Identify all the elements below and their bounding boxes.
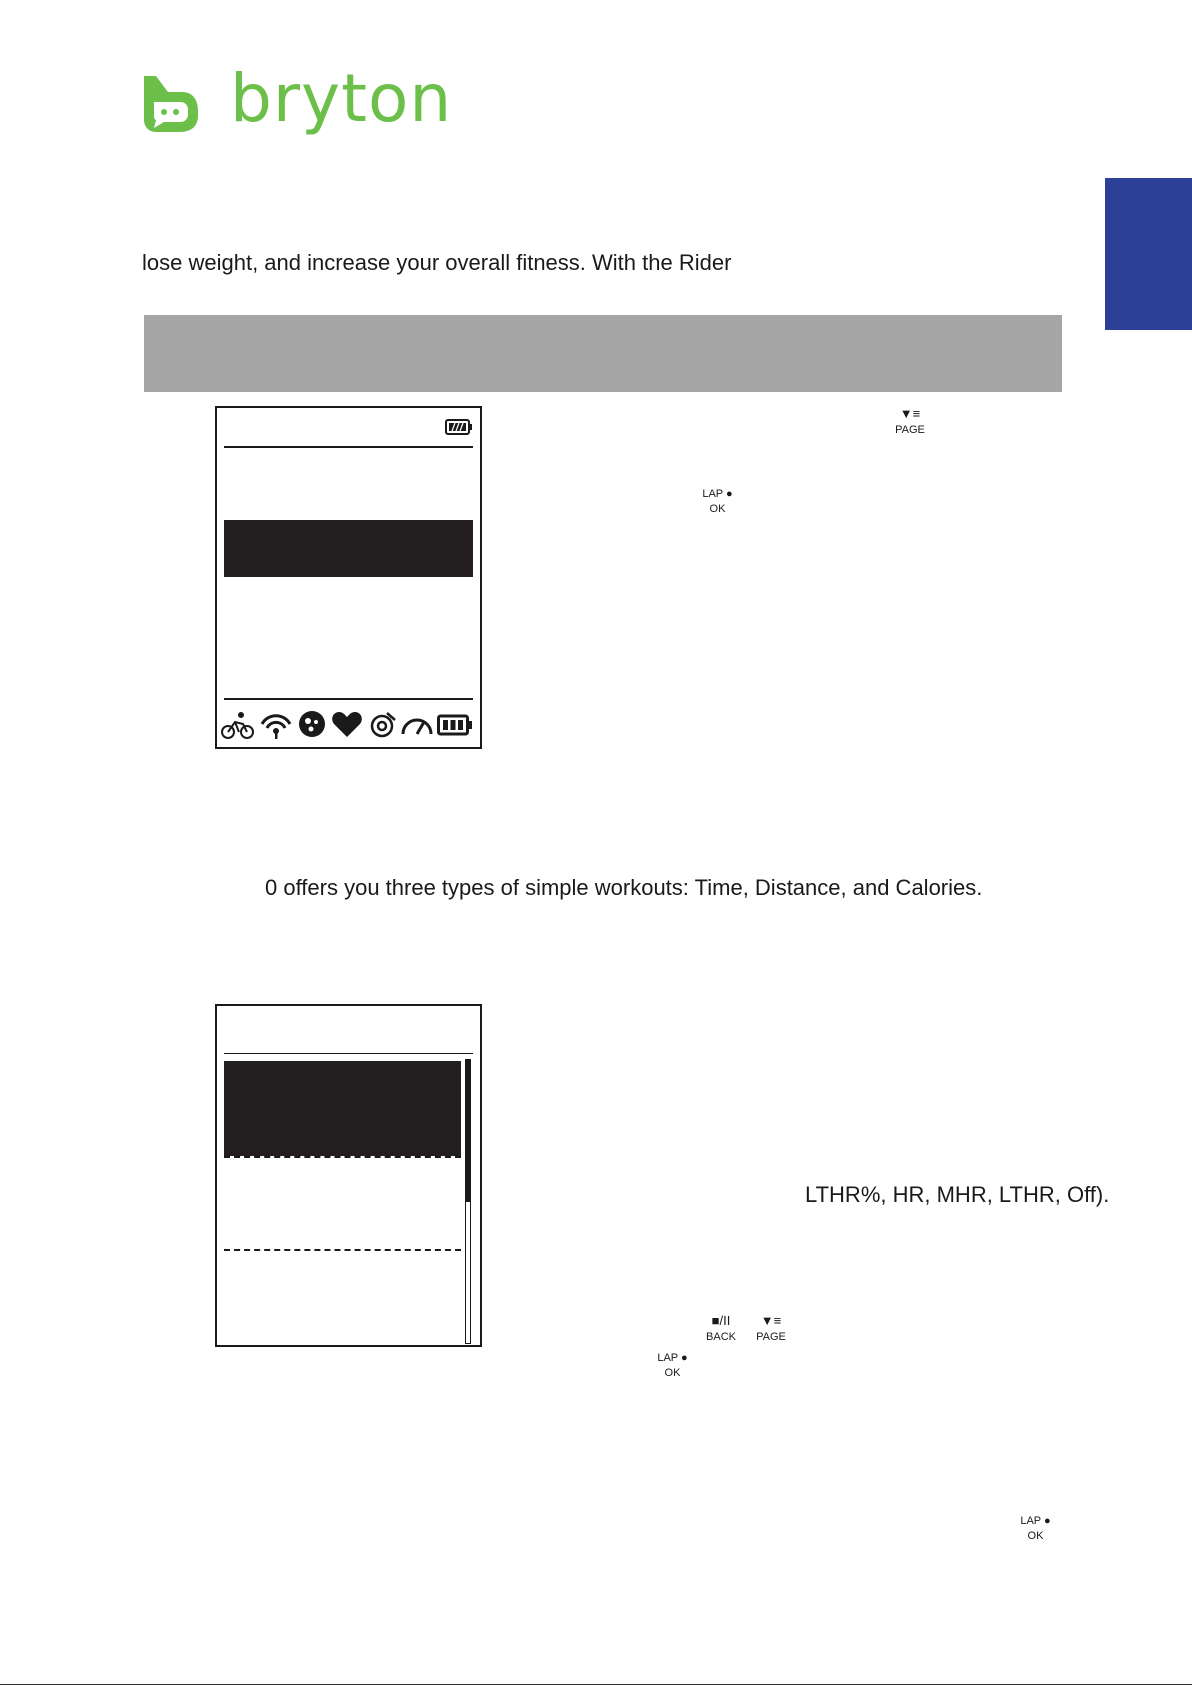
lap-ok-button-icon: LAP ●: [1020, 1515, 1051, 1527]
device-screen-2: [215, 1004, 482, 1347]
lap-ok-button-label: OK: [709, 502, 726, 515]
lap-ok-button[interactable]: [1013, 1514, 1058, 1544]
battery-icon: [445, 418, 473, 436]
back-button-label: BACK: [706, 1330, 736, 1343]
selected-menu-row[interactable]: [224, 520, 473, 577]
workouts-text: 0 offers you three types of simple workouts: Time, Distance, and Calories.: [265, 875, 983, 900]
section-heading-bar: [144, 315, 1062, 392]
screen-divider: [224, 698, 473, 700]
lap-ok-button-label: OK: [664, 1366, 681, 1379]
lap-ok-button-icon: LAP ●: [657, 1352, 688, 1364]
device-screen-1: [215, 406, 482, 749]
page-button[interactable]: [751, 1312, 791, 1344]
back-button[interactable]: [700, 1312, 742, 1344]
selected-menu-row[interactable]: [224, 1061, 461, 1156]
logo-wordmark: bryton: [230, 60, 453, 137]
speed-sensor-icon: [367, 710, 397, 740]
intro-text: lose weight, and increase your overall fitness. With the Rider: [142, 250, 732, 275]
bryton-logo-icon: [140, 72, 202, 134]
screen-divider: [224, 446, 473, 448]
page-button-icon: ▼≡: [760, 1313, 782, 1328]
hr-options-text: LTHR%, HR, MHR, LTHR, Off).: [805, 1182, 1110, 1207]
page-button[interactable]: [890, 405, 930, 437]
scrollbar-track[interactable]: [465, 1059, 471, 1344]
power-meter-icon: [400, 712, 434, 736]
section-tab: [1105, 178, 1192, 330]
page-button-label: PAGE: [895, 423, 925, 436]
lap-ok-button-icon: LAP ●: [702, 488, 733, 500]
bike-icon: [221, 710, 255, 740]
screen-divider: [224, 1053, 473, 1054]
page-button-icon: ▼≡: [899, 406, 921, 421]
lap-ok-button[interactable]: [650, 1351, 695, 1381]
back-button-icon: ■/II: [711, 1313, 731, 1328]
scrollbar-thumb[interactable]: [466, 1060, 470, 1202]
row-separator: [224, 1156, 461, 1158]
row-separator: [224, 1249, 461, 1251]
gps-signal-icon: [259, 708, 293, 740]
page-button-label: PAGE: [756, 1330, 786, 1343]
cadence-sensor-icon: [298, 710, 326, 738]
heart-rate-icon: [331, 710, 363, 738]
battery-icon: [437, 714, 473, 736]
lap-ok-button-label: OK: [1027, 1529, 1044, 1542]
lap-ok-button[interactable]: [695, 487, 740, 517]
